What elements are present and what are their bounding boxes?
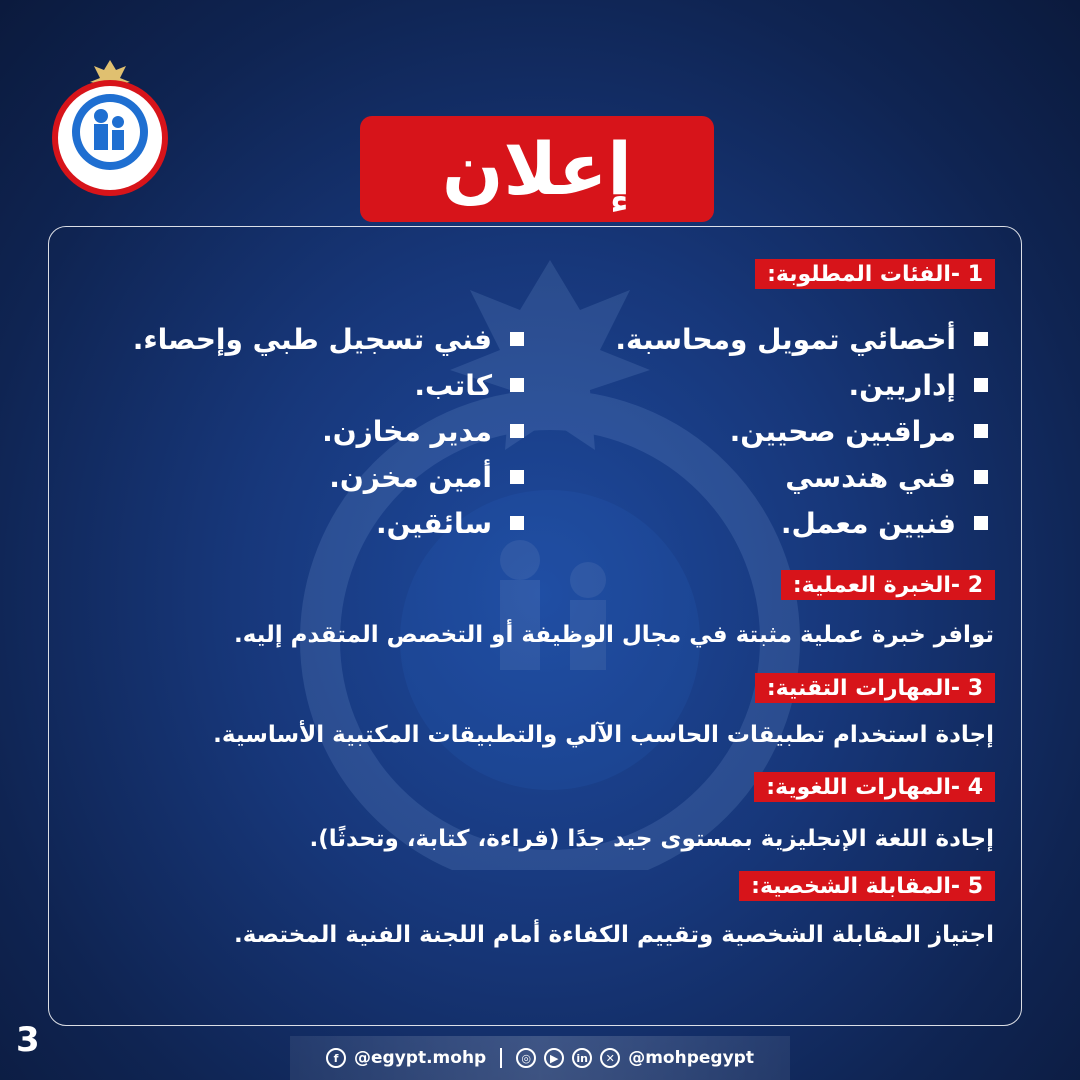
bullet-icon	[974, 332, 988, 346]
section-5-heading: 5 -المقابلة الشخصية:	[739, 871, 995, 901]
page-title: إعلان	[442, 127, 632, 211]
page-number: 3	[16, 1020, 40, 1060]
bullet-icon	[510, 424, 524, 438]
list-item: كاتب.	[133, 362, 524, 408]
section-5-body: اجتياز المقابلة الشخصية وتقييم الكفاءة أمام اللجنة الفنية المختصة.	[234, 922, 994, 948]
section-2-body: توافر خبرة عملية مثبتة في مجال الوظيفة أو التخصص المتقدم إليه.	[234, 622, 994, 648]
bullet-icon	[974, 424, 988, 438]
linkedin-icon[interactable]: in	[572, 1048, 592, 1068]
section-4-heading: 4 -المهارات اللغوية:	[754, 772, 995, 802]
section-1-heading: 1 -الفئات المطلوبة:	[755, 259, 995, 289]
list-item: أخصائي تمويل ومحاسبة.	[615, 316, 988, 362]
categories-list-left	[133, 316, 524, 546]
youtube-icon[interactable]: ▶	[544, 1048, 564, 1068]
categories-list-right	[615, 316, 988, 546]
list-item: مدير مخازن.	[133, 408, 524, 454]
instagram-icon[interactable]: ◎	[516, 1048, 536, 1068]
bullet-icon	[510, 332, 524, 346]
list-item: مراقبين صحيين.	[615, 408, 988, 454]
section-3-body: إجادة استخدام تطبيقات الحاسب الآلي والتطبيقات المكتبية الأساسية.	[213, 722, 994, 748]
list-item: فني تسجيل طبي وإحصاء.	[133, 316, 524, 362]
section-4-body: إجادة اللغة الإنجليزية بمستوى جيد جدًا (قراءة، كتابة، وتحدثًا).	[309, 826, 994, 852]
bullet-icon	[974, 470, 988, 484]
social-footer	[290, 1036, 790, 1080]
bullet-icon	[510, 470, 524, 484]
title-banner	[360, 116, 714, 222]
divider	[500, 1048, 502, 1068]
list-item: فنيين معمل.	[615, 500, 988, 546]
list-item: أمين مخزن.	[133, 454, 524, 500]
bullet-icon	[974, 378, 988, 392]
section-3-heading: 3 -المهارات التقنية:	[755, 673, 995, 703]
x-icon[interactable]: ✕	[600, 1048, 620, 1068]
section-2-heading: 2 -الخبرة العملية:	[781, 570, 995, 600]
facebook-handle[interactable]: @egypt.mohp	[354, 1048, 487, 1068]
bullet-icon	[974, 516, 988, 530]
list-item: سائقين.	[133, 500, 524, 546]
list-item: إداريين.	[615, 362, 988, 408]
bullet-icon	[510, 378, 524, 392]
social-handle[interactable]: @mohpegypt	[628, 1048, 754, 1068]
list-item: فني هندسي	[615, 454, 988, 500]
bullet-icon	[510, 516, 524, 530]
facebook-icon[interactable]: f	[326, 1048, 346, 1068]
ministry-logo	[46, 58, 174, 198]
